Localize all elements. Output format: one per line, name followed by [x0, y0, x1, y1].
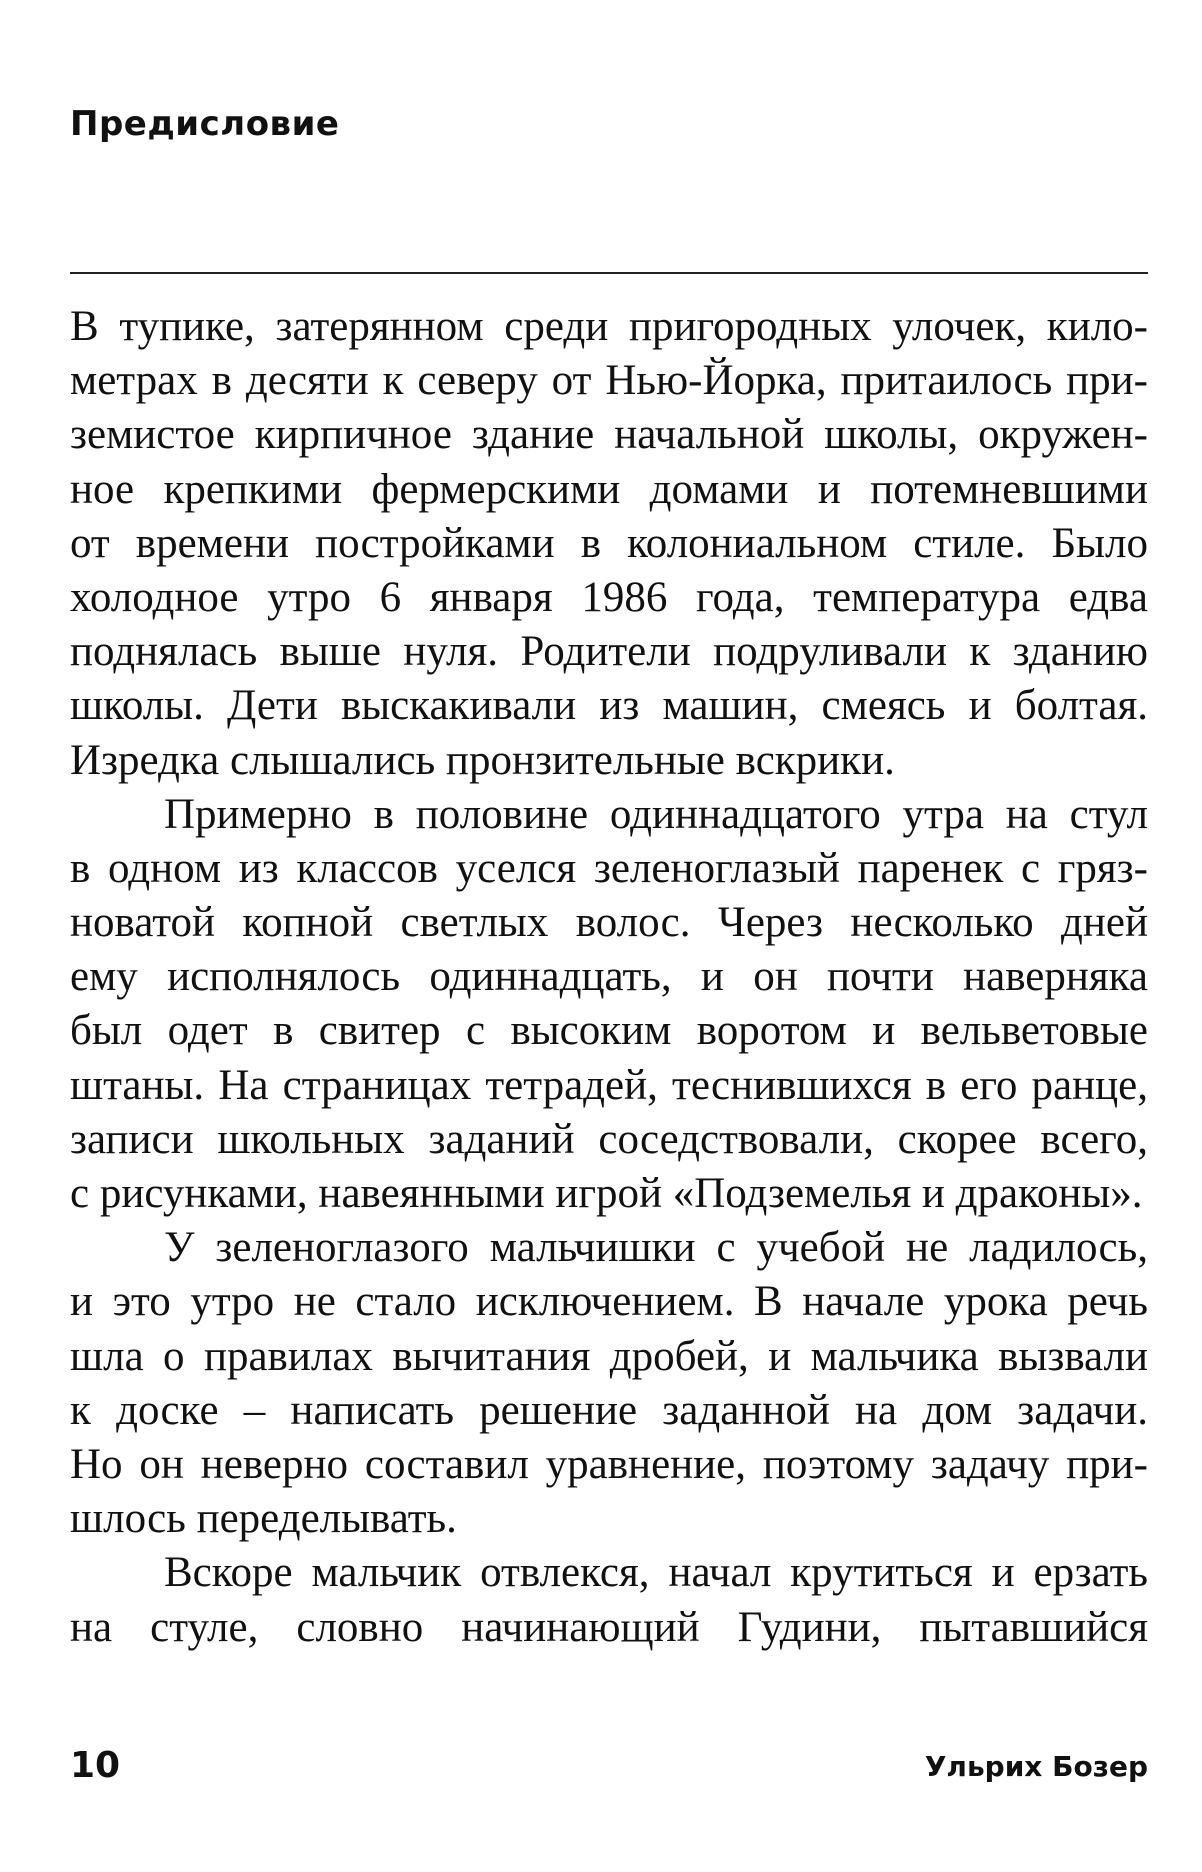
section-title: Предисловие: [70, 104, 340, 144]
text-line: с рисунками, навеянными игрой «Подземелья и драконы».: [70, 1170, 1143, 1217]
text-line: земистое кирпичное здание начальной школы, окружен-: [70, 411, 1148, 459]
text-line: У зеленоглазого мальчишки с учебой не ладилось,: [164, 1224, 1148, 1272]
text-line: от времени постройками в колониальном стиле. Было: [70, 519, 1148, 567]
text-line: шлось переделывать.: [70, 1495, 457, 1543]
text-line: Изредка слышались пронзительные вскрики.: [70, 736, 895, 784]
body-text: [70, 300, 1148, 1655]
text-line: холодное утро 6 января 1986 года, температура едва: [70, 573, 1148, 621]
text-line: к доске – написать решение заданной на дом задачи.: [70, 1386, 1148, 1434]
text-line: Примерно в половине одиннадцатого утра на стул: [164, 790, 1148, 838]
text-line: В тупике, затерянном среди пригородных улочек, кило-: [70, 303, 1148, 350]
title-divider: [70, 272, 1148, 274]
text-line: школы. Дети выскакивали из машин, смеясь и болтая.: [70, 682, 1148, 730]
text-line: метрах в десяти к северу от Нью-Йорка, притаилось при-: [70, 357, 1148, 405]
text-line: шла о правилах вычитания дробей, и мальчика вызвали: [70, 1332, 1148, 1380]
text-line: ное крепкими фермерскими домами и потемневшими: [70, 465, 1148, 513]
text-line: Но он неверно составил уравнение, поэтому задачу при-: [70, 1440, 1148, 1488]
page-number: 10: [70, 1745, 121, 1786]
running-footer-author: Ульрих Бозер: [924, 1750, 1148, 1783]
text-line: поднялась выше нуля. Родители подруливали к зданию: [70, 628, 1148, 676]
text-line: Вскоре мальчик отвлекся, начал крутиться и ерзать: [164, 1549, 1148, 1597]
text-line: ему исполнялось одиннадцать, и он почти наверняка: [70, 953, 1148, 1001]
text-line: был одет в свитер с высоким воротом и вельветовые: [70, 1007, 1148, 1055]
text-line: штаны. На страницах тетрадей, теснившихся в его ранце,: [70, 1061, 1148, 1109]
text-line: и это утро не стало исключением. В начале урока речь: [70, 1278, 1148, 1326]
text-line: новатой копной светлых волос. Через несколько дней: [70, 899, 1148, 947]
text-line: в одном из классов уселся зеленоглазый паренек с гряз-: [70, 844, 1148, 892]
text-line: записи школьных заданий соседствовали, скорее всего,: [70, 1115, 1148, 1163]
text-line: на стуле, словно начинающий Гудини, пытавшийся: [70, 1603, 1148, 1651]
